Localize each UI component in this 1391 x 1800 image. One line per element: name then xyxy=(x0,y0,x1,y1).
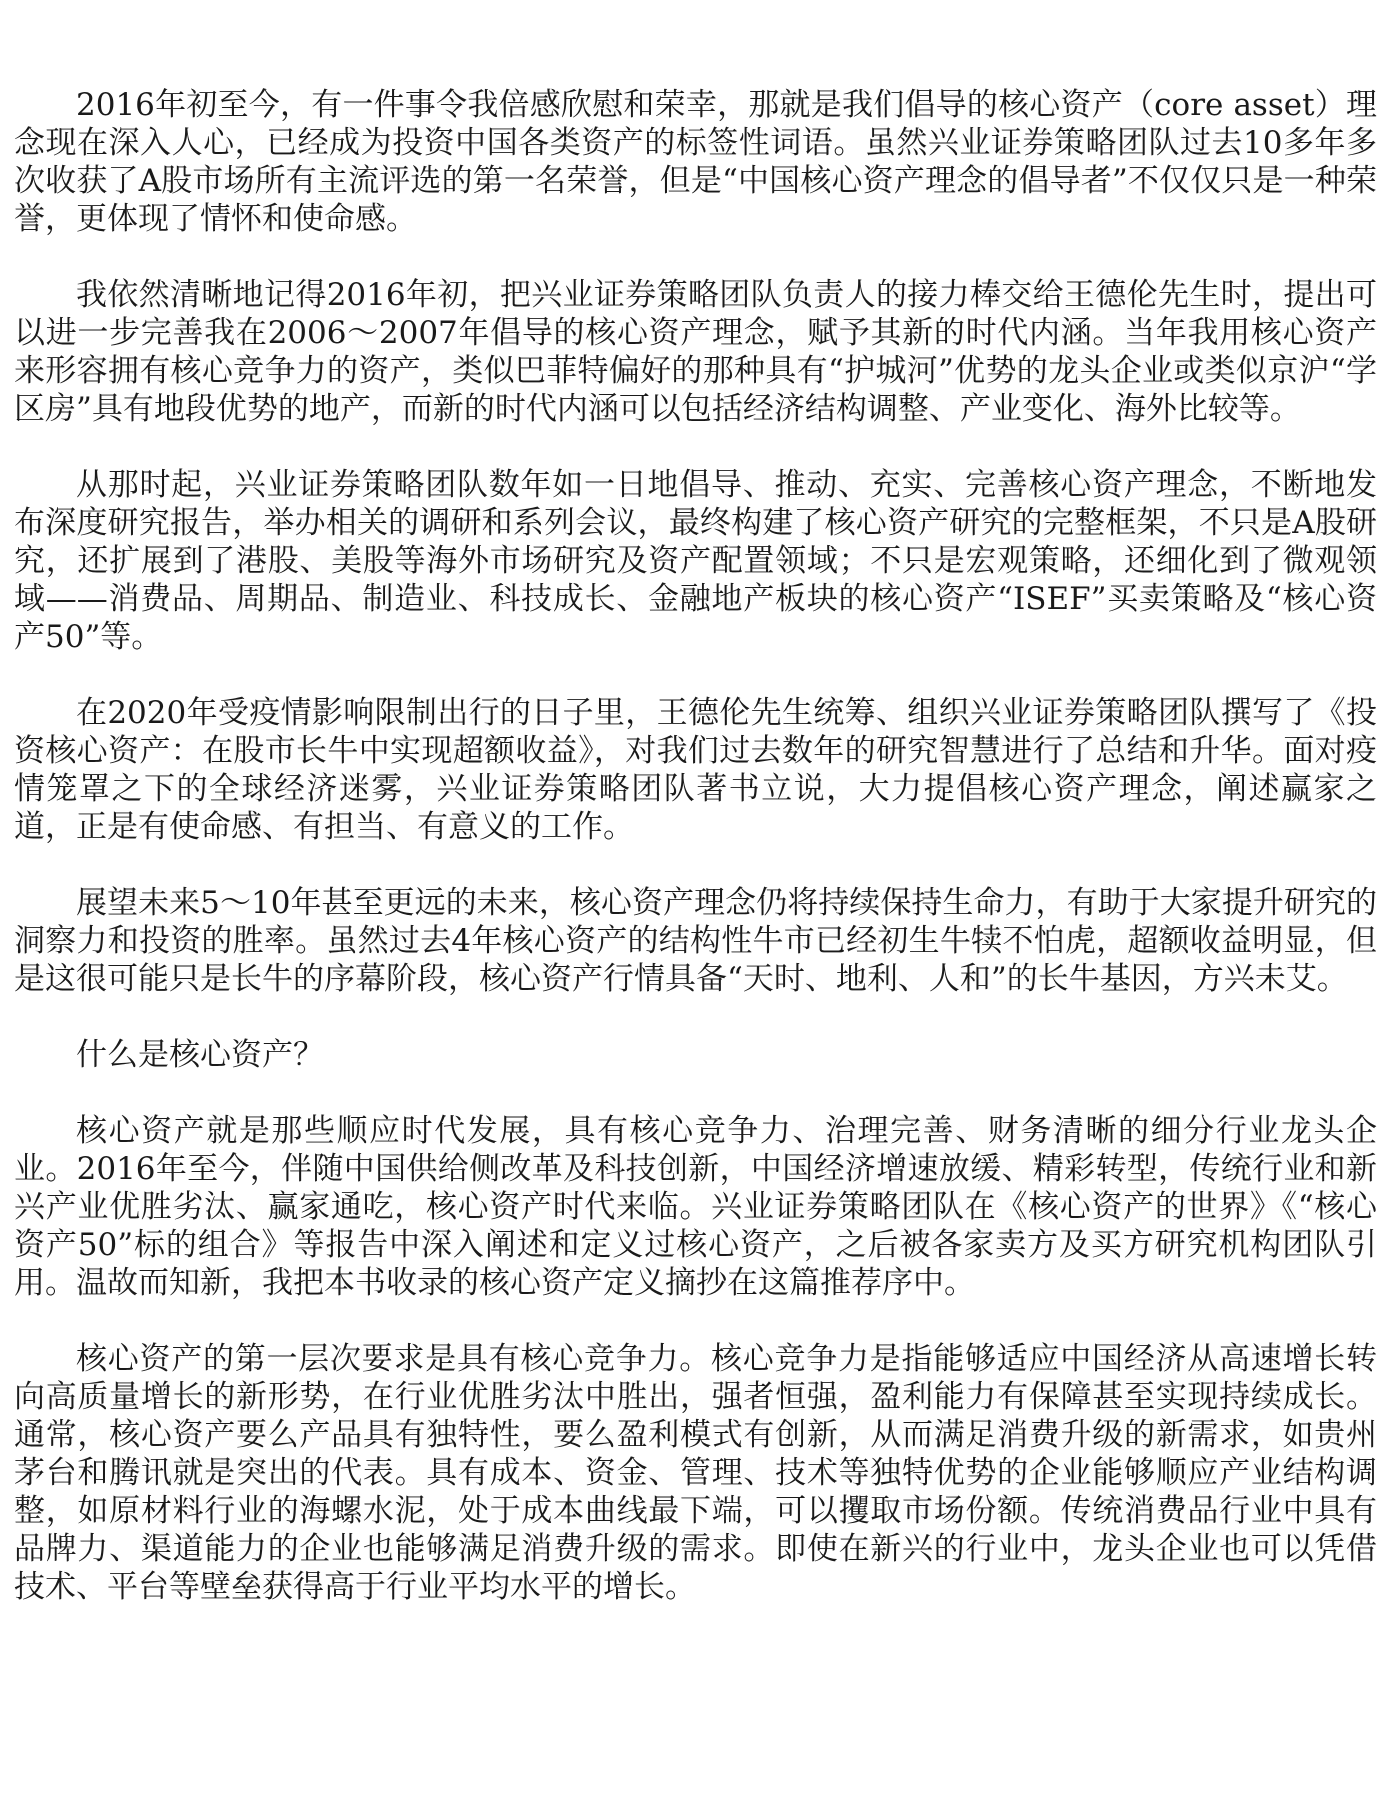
paragraph-definition: 核心资产就是那些顺应时代发展，具有核心竞争力、治理完善、财务清晰的细分行业龙头企业。2016年至今，伴随中国供给侧改革及科技创新，中国经济增速放缓、精彩转型，传统行业和新兴产业优胜劣汰、赢家通吃，核心资产时代来临。兴业证券策略团队在《核心资产的世界》《“核心资产50”标的组合》等报告中深入阐述和定义过核心资产，之后被各家卖方及买方研究机构团队引用。温故而知新，我把本书收录的核心资产定义摘抄在这篇推荐序中。 xyxy=(14,1113,1377,1301)
document-page xyxy=(14,86,1377,1606)
paragraph-memory-2016: 我依然清晰地记得2016年初，把兴业证券策略团队负责人的接力棒交给王德伦先生时，提出可以进一步完善我在2006～2007年倡导的核心资产理念，赋予其新的时代内涵。当年我用核心资产来形容拥有核心竞争力的资产，类似巴菲特偏好的那种具有“护城河”优势的龙头企业或类似京沪“学区房”具有地段优势的地产，而新的时代内涵可以包括经济结构调整、产业变化、海外比较等。 xyxy=(14,277,1377,427)
paragraph-book-2020: 在2020年受疫情影响限制出行的日子里，王德伦先生统筹、组织兴业证券策略团队撰写了《投资核心资产：在股市长牛中实现超额收益》，对我们过去数年的研究智慧进行了总结和升华。面对疫情笼罩之下的全球经济迷雾，兴业证券策略团队著书立说，大力提倡核心资产理念，阐述赢家之道，正是有使命感、有担当、有意义的工作。 xyxy=(14,695,1377,845)
paragraph-outlook: 展望未来5～10年甚至更远的未来，核心资产理念仍将持续保持生命力，有助于大家提升研究的洞察力和投资的胜率。虽然过去4年核心资产的结构性牛市已经初生牛犊不怕虎，超额收益明显，但是这很可能只是长牛的序幕阶段，核心资产行情具备“天时、地利、人和”的长牛基因，方兴未艾。 xyxy=(14,885,1377,997)
paragraph-intro: 2016年初至今，有一件事令我倍感欣慰和荣幸，那就是我们倡导的核心资产（core asset）理念现在深入人心，已经成为投资中国各类资产的标签性词语。虽然兴业证券策略团队过去10多年多次收获了A股市场所有主流评选的第一名荣誉，但是“中国核心资产理念的倡导者”不仅仅只是一种荣誉，更体现了情怀和使命感。 xyxy=(14,87,1377,237)
paragraph-first-level: 核心资产的第一层次要求是具有核心竞争力。核心竞争力是指能够适应中国经济从高速增长转向高质量增长的新形势，在行业优胜劣汰中胜出，强者恒强，盈利能力有保障甚至实现持续成长。通常，核心资产要么产品具有独特性，要么盈利模式有创新，从而满足消费升级的新需求，如贵州茅台和腾讯就是突出的代表。具有成本、资金、管理、技术等独特优势的企业能够顺应产业结构调整，如原材料行业的海螺水泥，处于成本曲线最下端，可以攫取市场份额。传统消费品行业中具有品牌力、渠道能力的企业也能够满足消费升级的需求。即使在新兴的行业中，龙头企业也可以凭借技术、平台等壁垒获得高于行业平均水平的增长。 xyxy=(14,1341,1377,1605)
paragraph-research-framework: 从那时起，兴业证券策略团队数年如一日地倡导、推动、充实、完善核心资产理念，不断地发布深度研究报告，举办相关的调研和系列会议，最终构建了核心资产研究的完整框架，不只是A股研究，还扩展到了港股、美股等海外市场研究及资产配置领域；不只是宏观策略，还细化到了微观领域——消费品、周期品、制造业、科技成长、金融地产板块的核心资产“ISEF”买卖策略及“核心资产50”等。 xyxy=(14,467,1377,655)
paragraph-question: 什么是核心资产？ xyxy=(76,1037,324,1073)
